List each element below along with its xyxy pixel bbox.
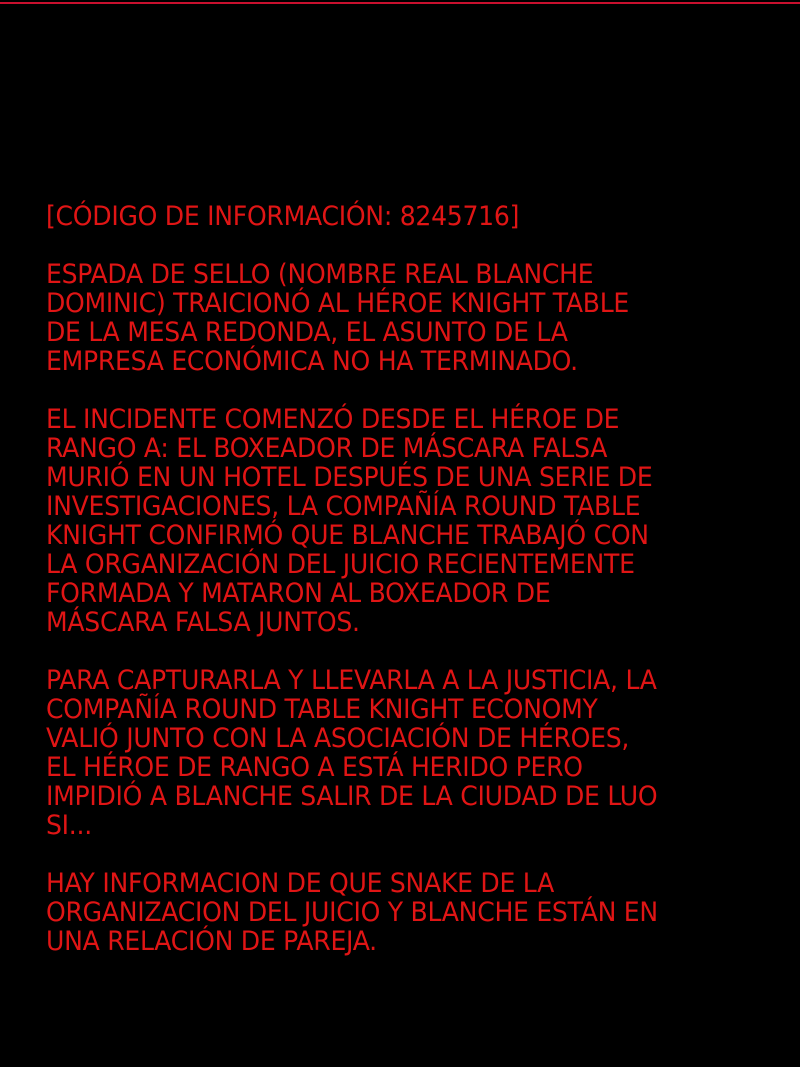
paragraph-betrayal: ESPADA DE SELLO (NOMBRE REAL BLANCHE DOMINIC) TRAICIONÓ AL HÉROE KNIGHT TABLE DE LA MESA REDONDA, EL ASUNTO DE LA EMPRESA ECONÓMICA NO HA TERMINADO.	[46, 259, 630, 377]
paragraph-capture: PARA CAPTURARLA Y LLEVARLA A LA JUSTICIA, LA COMPAÑÍA ROUND TABLE KNIGHT ECONOMY VALIÓ JUNTO CON LA ASOCIACIÓN DE HÉROES, EL HÉROE DE RANGO A ESTÁ HERIDO PERO IMPIDIÓ A BLANCHE SALIR DE LA CIUDAD DE LUO SI...	[46, 665, 658, 841]
paragraph-incident: EL INCIDENTE COMENZÓ DESDE EL HÉROE DE RANGO A: EL BOXEADOR DE MÁSCARA FALSA MURIÓ EN UN HOTEL DESPUÉS DE UNA SERIE DE INVESTIGACIONES, LA COMPAÑÍA ROUND TABLE KNIGHT CONFIRMÓ QUE BLANCHE TRABAJÓ CON LA ORGANIZACIÓN DEL JUICIO RECIENTEMENTE FORMADA Y MATARON AL BOXEADOR DE MÁSCARA FALSA JUNTOS.	[46, 404, 653, 638]
info-text-block	[46, 202, 716, 985]
info-code-line: [CÓDIGO DE INFORMACIÓN: 8245716]	[46, 201, 520, 232]
paragraph-relationship: HAY INFORMACION DE QUE SNAKE DE LA ORGANIZACION DEL JUICIO Y BLANCHE ESTÁN EN UNA RELACIÓN DE PAREJA.	[46, 868, 658, 957]
top-divider-line	[0, 2, 800, 4]
